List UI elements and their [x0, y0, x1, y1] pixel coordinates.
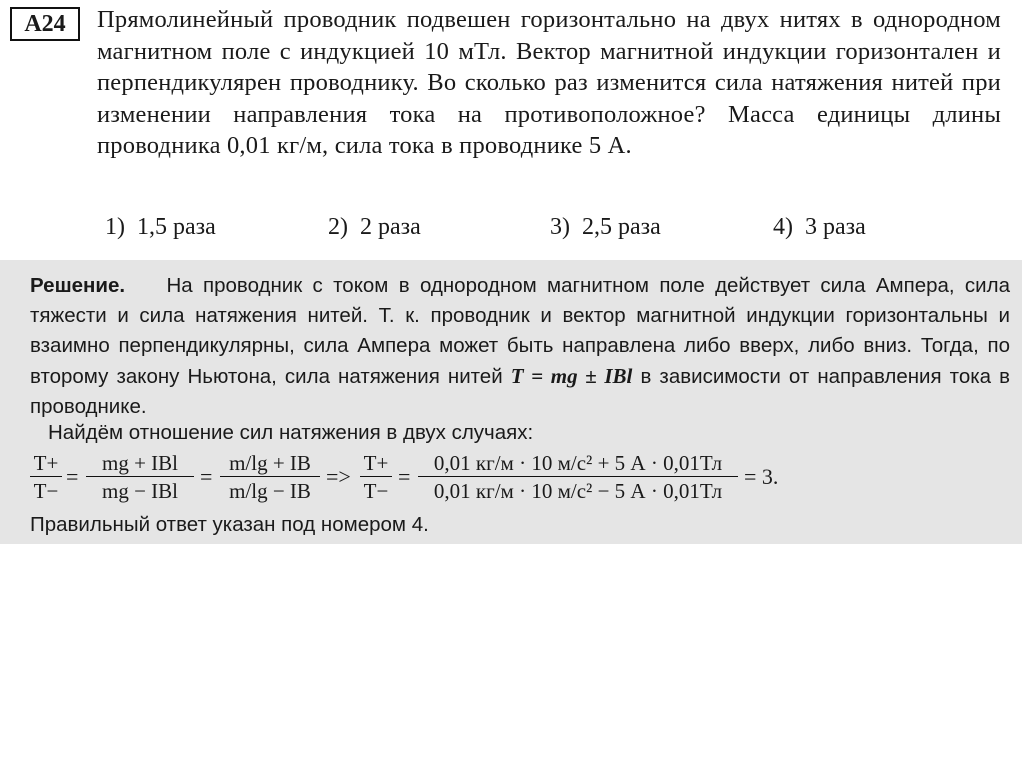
fraction-reduced-ratio	[220, 450, 320, 505]
problem-statement	[97, 4, 1001, 162]
option-number: 4)	[773, 214, 793, 240]
solution-paragraph-part2: в зависимости от направления тока в проводнике.	[30, 365, 1011, 418]
fraction-denominator: m/lg − IB	[229, 479, 311, 503]
solution-text	[30, 271, 1010, 422]
solution-heading: Решение.	[30, 274, 126, 297]
fraction-numerator: m/lg + IB	[220, 450, 320, 477]
option-number: 3)	[550, 214, 570, 240]
equation-result: = 3.	[744, 464, 779, 489]
option-number: 1)	[105, 214, 125, 240]
fraction-t-ratio	[30, 450, 62, 505]
option-text: 2,5 раза	[582, 214, 661, 240]
equals-sign: =	[66, 464, 79, 489]
tension-formula: T = mg ± IBl	[510, 364, 633, 388]
fraction-numerator: 0,01 кг/м · 10 м/с² + 5 А · 0,01Тл	[418, 450, 738, 477]
fraction-denominator: T−	[363, 479, 389, 503]
equals-sign: =	[200, 464, 213, 489]
option-text: 1,5 раза	[137, 214, 216, 240]
option-3	[550, 214, 661, 241]
fraction-numeric	[418, 450, 738, 505]
option-number: 2)	[328, 214, 348, 240]
option-text: 2 раза	[360, 214, 421, 240]
option-1	[105, 214, 216, 241]
fraction-numerator: T+	[360, 450, 392, 477]
option-text: 3 раза	[805, 214, 866, 240]
answer-options	[0, 214, 1024, 246]
fraction-numerator: T+	[30, 450, 62, 477]
solution-paragraph-part1: На проводник с током в однородном магнитном поле действует сила Ампера, сила тяжести и сила натяжения нитей. Т. к. проводник и вектор магнитной индукции горизонтальны и взаимно перпендикулярны, сила Ампера может быть направлена либо вверх, либо вниз. Тогда, по второму закону Ньютона, сила натяжения нитей	[30, 274, 1010, 388]
task-number-label: А24	[10, 7, 80, 41]
equals-sign: =	[398, 464, 411, 489]
fraction-denominator: mg − IBl	[101, 479, 178, 503]
solution-block	[0, 260, 1022, 544]
fraction-force-ratio	[86, 450, 194, 505]
option-4	[773, 214, 866, 241]
problem-text: Прямолинейный проводник подвешен горизонтально на двух нитях в однородном магнитном поле с индукцией 10 мТл. Вектор магнитной индукции горизонтален и перпендикулярен проводнику. Во сколько раз изменится сила натяжения нитей при изменении направления тока на противоположное? Масса единицы длины проводника 0,01 кг/м, сила тока в проводнике 5 А.	[97, 6, 1001, 159]
fraction-t-ratio-repeat	[360, 450, 392, 505]
final-answer: Правильный ответ указан под номером 4.	[30, 513, 429, 536]
implies-arrow: =>	[326, 464, 351, 489]
fraction-denominator: 0,01 кг/м · 10 м/с² − 5 А · 0,01Тл	[433, 479, 723, 503]
fraction-denominator: T−	[33, 479, 59, 503]
ratio-intro: Найдём отношение сил натяжения в двух случаях:	[48, 421, 534, 444]
option-2	[328, 214, 421, 241]
fraction-numerator: mg + IBl	[86, 450, 194, 477]
ratio-equation	[30, 450, 990, 508]
